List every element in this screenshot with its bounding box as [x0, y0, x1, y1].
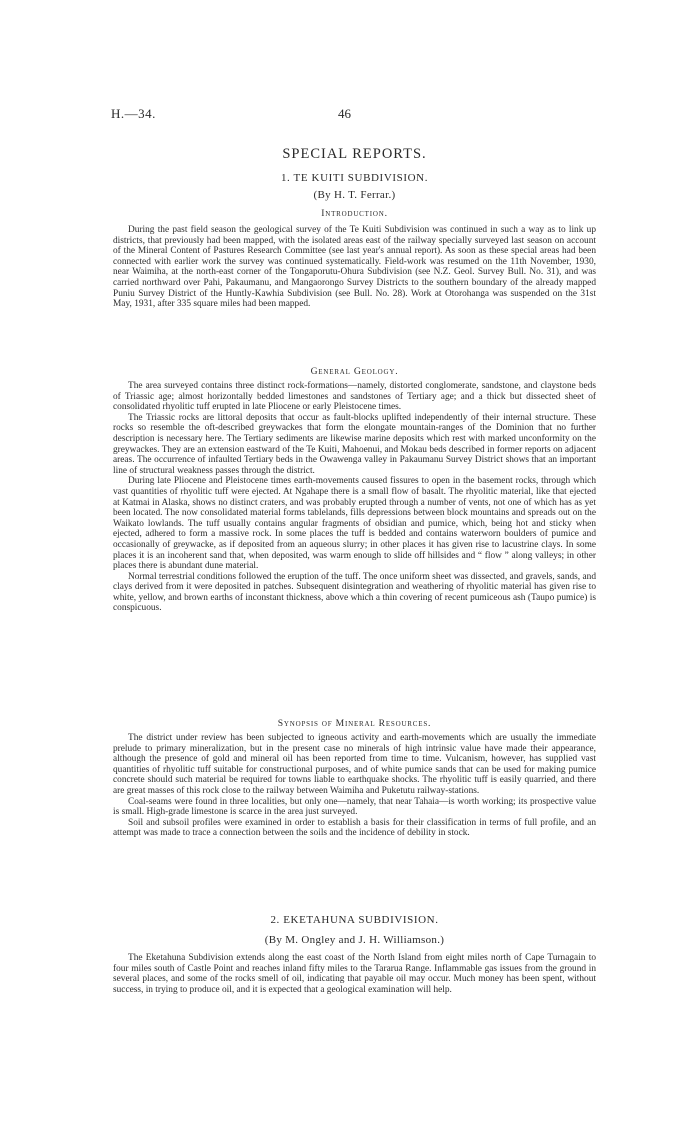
- section1-title: 1. TE KUITI SUBDIVISION.: [280, 172, 429, 184]
- page-number: 46: [338, 106, 351, 121]
- introduction-body: [113, 225, 596, 310]
- geology-paragraph: The area surveyed contains three distinct rock-formations—namely, distorted conglomerate, sandstone, and claystone beds of Triassic age; almost horizontally bedded limestones and sandstones of Tertiary age; and a thick but dissected sheet of consolidated rhyolitic tuff erupted in late Pliocene or early Pleistocene times.: [113, 381, 596, 413]
- synopsis-paragraph: Coal-seams were found in three localities, but only one—namely, that near Tahaia—is worth working; its prospective value is small. High-grade limestone is scarce in the area just surveyed.: [113, 796, 596, 818]
- section2-title: 2. EKETAHUNA SUBDIVISION.: [270, 914, 439, 926]
- synopsis-heading: Synopsis of Mineral Resources.: [277, 718, 432, 729]
- report-code: H.—34.: [111, 106, 156, 121]
- synopsis-paragraph: The district under review has been subjected to igneous activity and earth-movements which are usually the immediate prelude to primary mineralization, but in the present case no minerals of high intrinsic value have made their appearance, although the presence of gold and mineral oil has been reported from time to time. Vulcanism, however, has supplied vast quantities of rhyolitic tuff suitable for constructional purposes, and of white pumice sands that can be used for making pumice concrete should such material be required for towns liable to earthquake shocks. The rhyolitic tuff is easily quarried, and there are great masses of this rock close to the railway between Waimiha and Puketutu railway-stations.: [113, 733, 596, 796]
- introduction-paragraph: During the past field season the geological survey of the Te Kuiti Subdivision was continued in such a way as to link up districts, that previously had been mapped, with the isolated areas east of the railway specially surveyed last season on account of the Mineral Content of Pastures Research Committee (see last year's annual report). As soon as these special areas had been connected with earlier work the survey was continued systematically. Field-work was resumed on the 11th November, 1930, near Waimiha, at the north-east corner of the Tongaporutu-Ohura Subdivision (see N.Z. Geol. Survey Bull. No. 31), and was carried northward over Pahi, Pakaumanu, and Mangaorongo Survey Districts to the southern boundary of the already mapped Puniu Survey District of the Huntly-Kawhia Subdivision (see Bull. No. 28). Work at Otorohanga was suspended on the 31st May, 1931, after 335 square miles had been mapped.: [113, 225, 596, 310]
- introduction-heading: Introduction.: [321, 208, 388, 219]
- geology-paragraph: Normal terrestrial conditions followed the eruption of the tuff. The once uniform sheet was dissected, and gravels, sands, and clays derived from it were deposited in patches. Subsequent disintegration and weathering of rhyolitic material has given rise to white, yellow, and brown earths of inconstant thickness, above which a thin covering of recent pumiceous ash (Taupo pumice) is conspicuous.: [113, 571, 596, 614]
- geology-paragraph: The Triassic rocks are littoral deposits that occur as fault-blocks uplifted independently of their internal structure. These rocks so resemble the oft-described greywackes that form the elongate mountain-ranges of the Dominion that no further description is necessary here. The Tertiary sediments are likewise marine deposits which rest with marked unconformity on the greywackes. They are an extension eastward of the Te Kuiti, Mahoenui, and Mokau beds described in former reports on adjacent areas. The occurrence of infaulted Tertiary beds in the Owawenga valley in Pakaumanu Survey District shows that an important line of structural weakness passes through the district.: [113, 412, 596, 476]
- general-geology-body: [113, 381, 596, 614]
- main-title: SPECIAL REPORTS.: [282, 146, 427, 162]
- section2-paragraph: The Eketahuna Subdivision extends along the east coast of the North Island from eight miles north of Cape Turnagain to four miles south of Castle Point and reaches inland fifty miles to the Tararua Range. Inflammable gas issues from the ground in several places, and some of the rocks smell of oil, indicating that payable oil may occur. Much money has been spent, without success, in trying to produce oil, and it is expected that a geological examination will help.: [113, 953, 596, 995]
- section2-body: [113, 953, 596, 995]
- section2-author: (By M. Ongley and J. H. Williamson.): [264, 934, 445, 946]
- geology-paragraph: During late Pliocene and Pleistocene times earth-movements caused fissures to open in the basement rocks, through which vast quantities of rhyolitic tuff were ejected. At Ngahape there is a small flow of basalt. The rhyolitic material, like that ejected at Katmai in Alaska, shows no distinct craters, and was probably erupted through a number of vents, not one of which has as yet been located. The now consolidated material forms tablelands, fills depressions between block mountains and spreads out on the Waikato lowlands. The tuff usually contains angular fragments of obsidian and pumice, which, being hot and sticky when ejected, adhered to form a massive rock. In some places the tuff is bedded and contains waterworn boulders of pumice and occasionally of greywacke, as if deposited from an aqueous slurry; in other places it has given rise to lacustrine clays. In some places it is an incoherent sand that, when deposited, was warm enough to slide off hillsides and “ flow ” along valleys; in other places there is abundant dune material.: [113, 476, 596, 572]
- synopsis-body: [113, 733, 596, 839]
- general-geology-heading: General Geology.: [310, 366, 399, 377]
- section1-author: (By H. T. Ferrar.): [313, 189, 396, 201]
- synopsis-paragraph: Soil and subsoil profiles were examined in order to establish a basis for their classification in terms of full profile, and an attempt was made to trace a connection between the soils and the incidence of debility in stock.: [113, 817, 596, 839]
